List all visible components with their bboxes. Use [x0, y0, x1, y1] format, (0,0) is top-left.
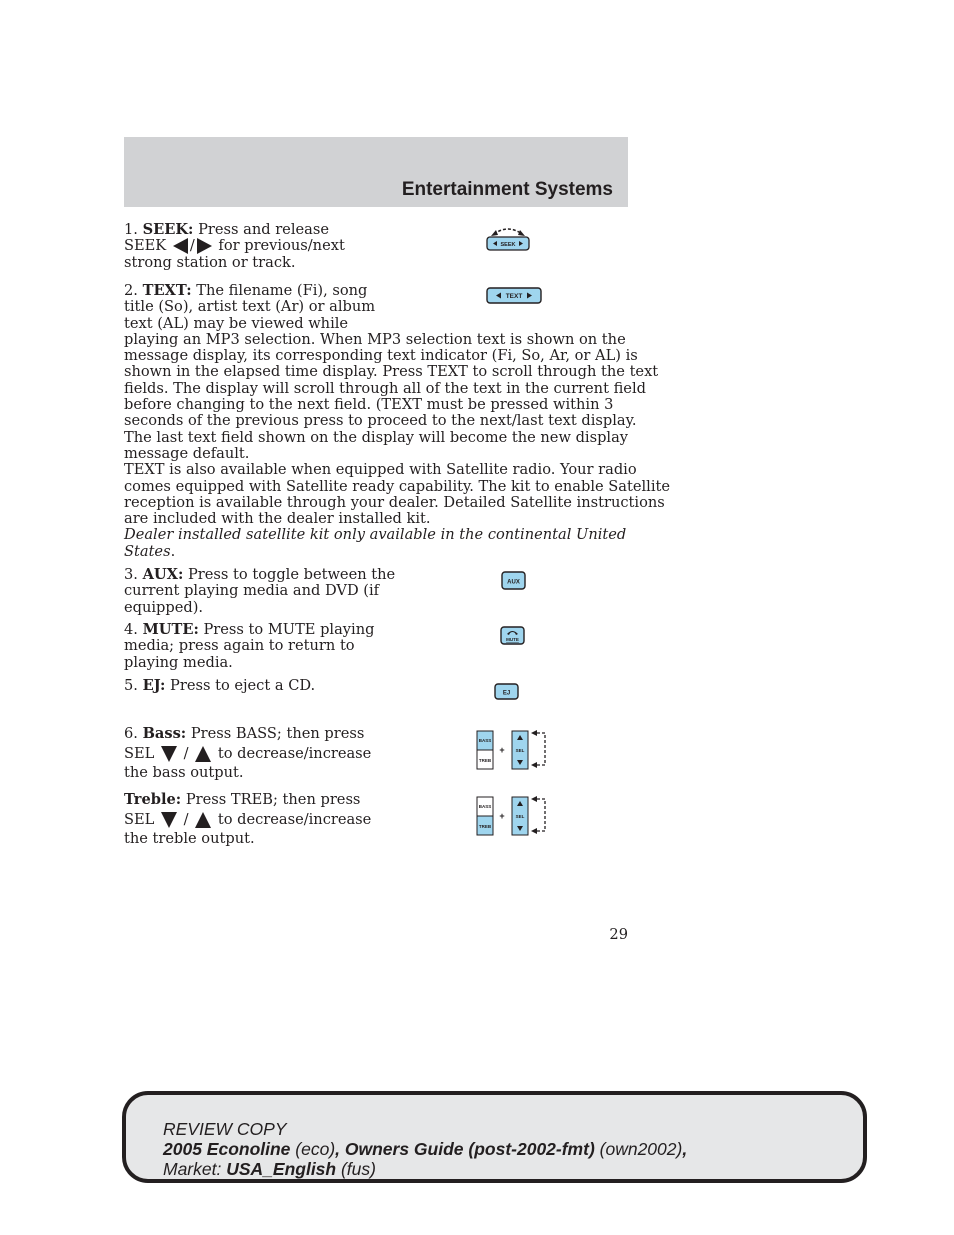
ej-description: 5. EJ: Press to eject a CD.: [124, 677, 316, 694]
seek-left-arrow-icon: [173, 238, 188, 254]
treble-description: Treble: Press TREB; then press SEL / to decrease/increase the treble output.: [124, 791, 372, 847]
svg-text:+: +: [499, 745, 505, 755]
svg-text:SEL: SEL: [515, 814, 525, 819]
svg-text:MUTE: MUTE: [506, 637, 519, 642]
text-description: 2. TEXT: The filename (Fi), song title (So), artist text (Ar) or album text (AL) may be viewed while playing an MP3 selection. When MP3 selection text is shown on the message display, its corresponding text indicator (Fi, So, Ar, or AL) is shown in the elapsed time display. Press TEXT to scroll through the text fields. The display will scroll through all of the text in the current field before changing to the next field. (TEXT must be pressed within 3 seconds of the previous press to proceed to the next/last text display. The last text field shown on the display will become the new display message default. TEXT is also available when equipped with Satellite radio. Your radio comes equipped with Satellite ready capability. The kit to enable Satellite reception is available through your dealer. Detailed Satellite instructions are included with the dealer installed kit. Dealer installed satellite kit only available in the continental United States.: [124, 282, 670, 560]
svg-text:SEL: SEL: [515, 748, 525, 753]
svg-text:BASS: BASS: [478, 738, 492, 743]
sel-up-arrow-icon: [195, 746, 211, 762]
seek-button-icon: [484, 225, 532, 253]
eject-button-icon: [493, 682, 521, 702]
aux-description: 3. AUX: Press to toggle between the current playing media and DVD (if equipped).: [124, 566, 396, 616]
svg-text:SEEK: SEEK: [500, 242, 516, 248]
aux-button-icon: [500, 570, 528, 592]
bass-sel-icon: [474, 727, 552, 773]
section-header: [124, 137, 628, 207]
sel-down-arrow-icon: [161, 746, 177, 762]
page-number: 29: [609, 926, 628, 943]
svg-text:TREB: TREB: [478, 824, 492, 829]
seek-right-arrow-icon: [197, 238, 212, 254]
treble-sel-icon: [474, 793, 552, 839]
seek-description: 1. SEEK: Press and release SEEK / for previous/next strong station or track.: [124, 221, 345, 271]
text-button-icon: [485, 286, 543, 306]
sel-down-arrow-icon: [161, 812, 177, 828]
svg-text:AUX: AUX: [507, 579, 520, 586]
svg-text:EJ: EJ: [502, 690, 511, 697]
sel-up-arrow-icon: [195, 812, 211, 828]
review-copy-footer: [122, 1091, 867, 1183]
svg-text:BASS: BASS: [478, 804, 492, 809]
svg-text:+: +: [499, 811, 505, 821]
mute-description: 4. MUTE: Press to MUTE playing media; press again to return to playing media.: [124, 621, 375, 671]
section-title: Entertainment Systems: [401, 179, 613, 200]
svg-text:TREB: TREB: [478, 758, 492, 763]
mute-button-icon: [499, 625, 527, 647]
footer-text: REVIEW COPY 2005 Econoline (eco), Owners Guide (post-2002-fmt) (own2002), Market: USA_English (fus): [163, 1119, 688, 1179]
svg-text:TEXT: TEXT: [505, 293, 523, 300]
bass-description: 6. Bass: Press BASS; then press SEL / to decrease/increase the bass output.: [124, 725, 372, 781]
